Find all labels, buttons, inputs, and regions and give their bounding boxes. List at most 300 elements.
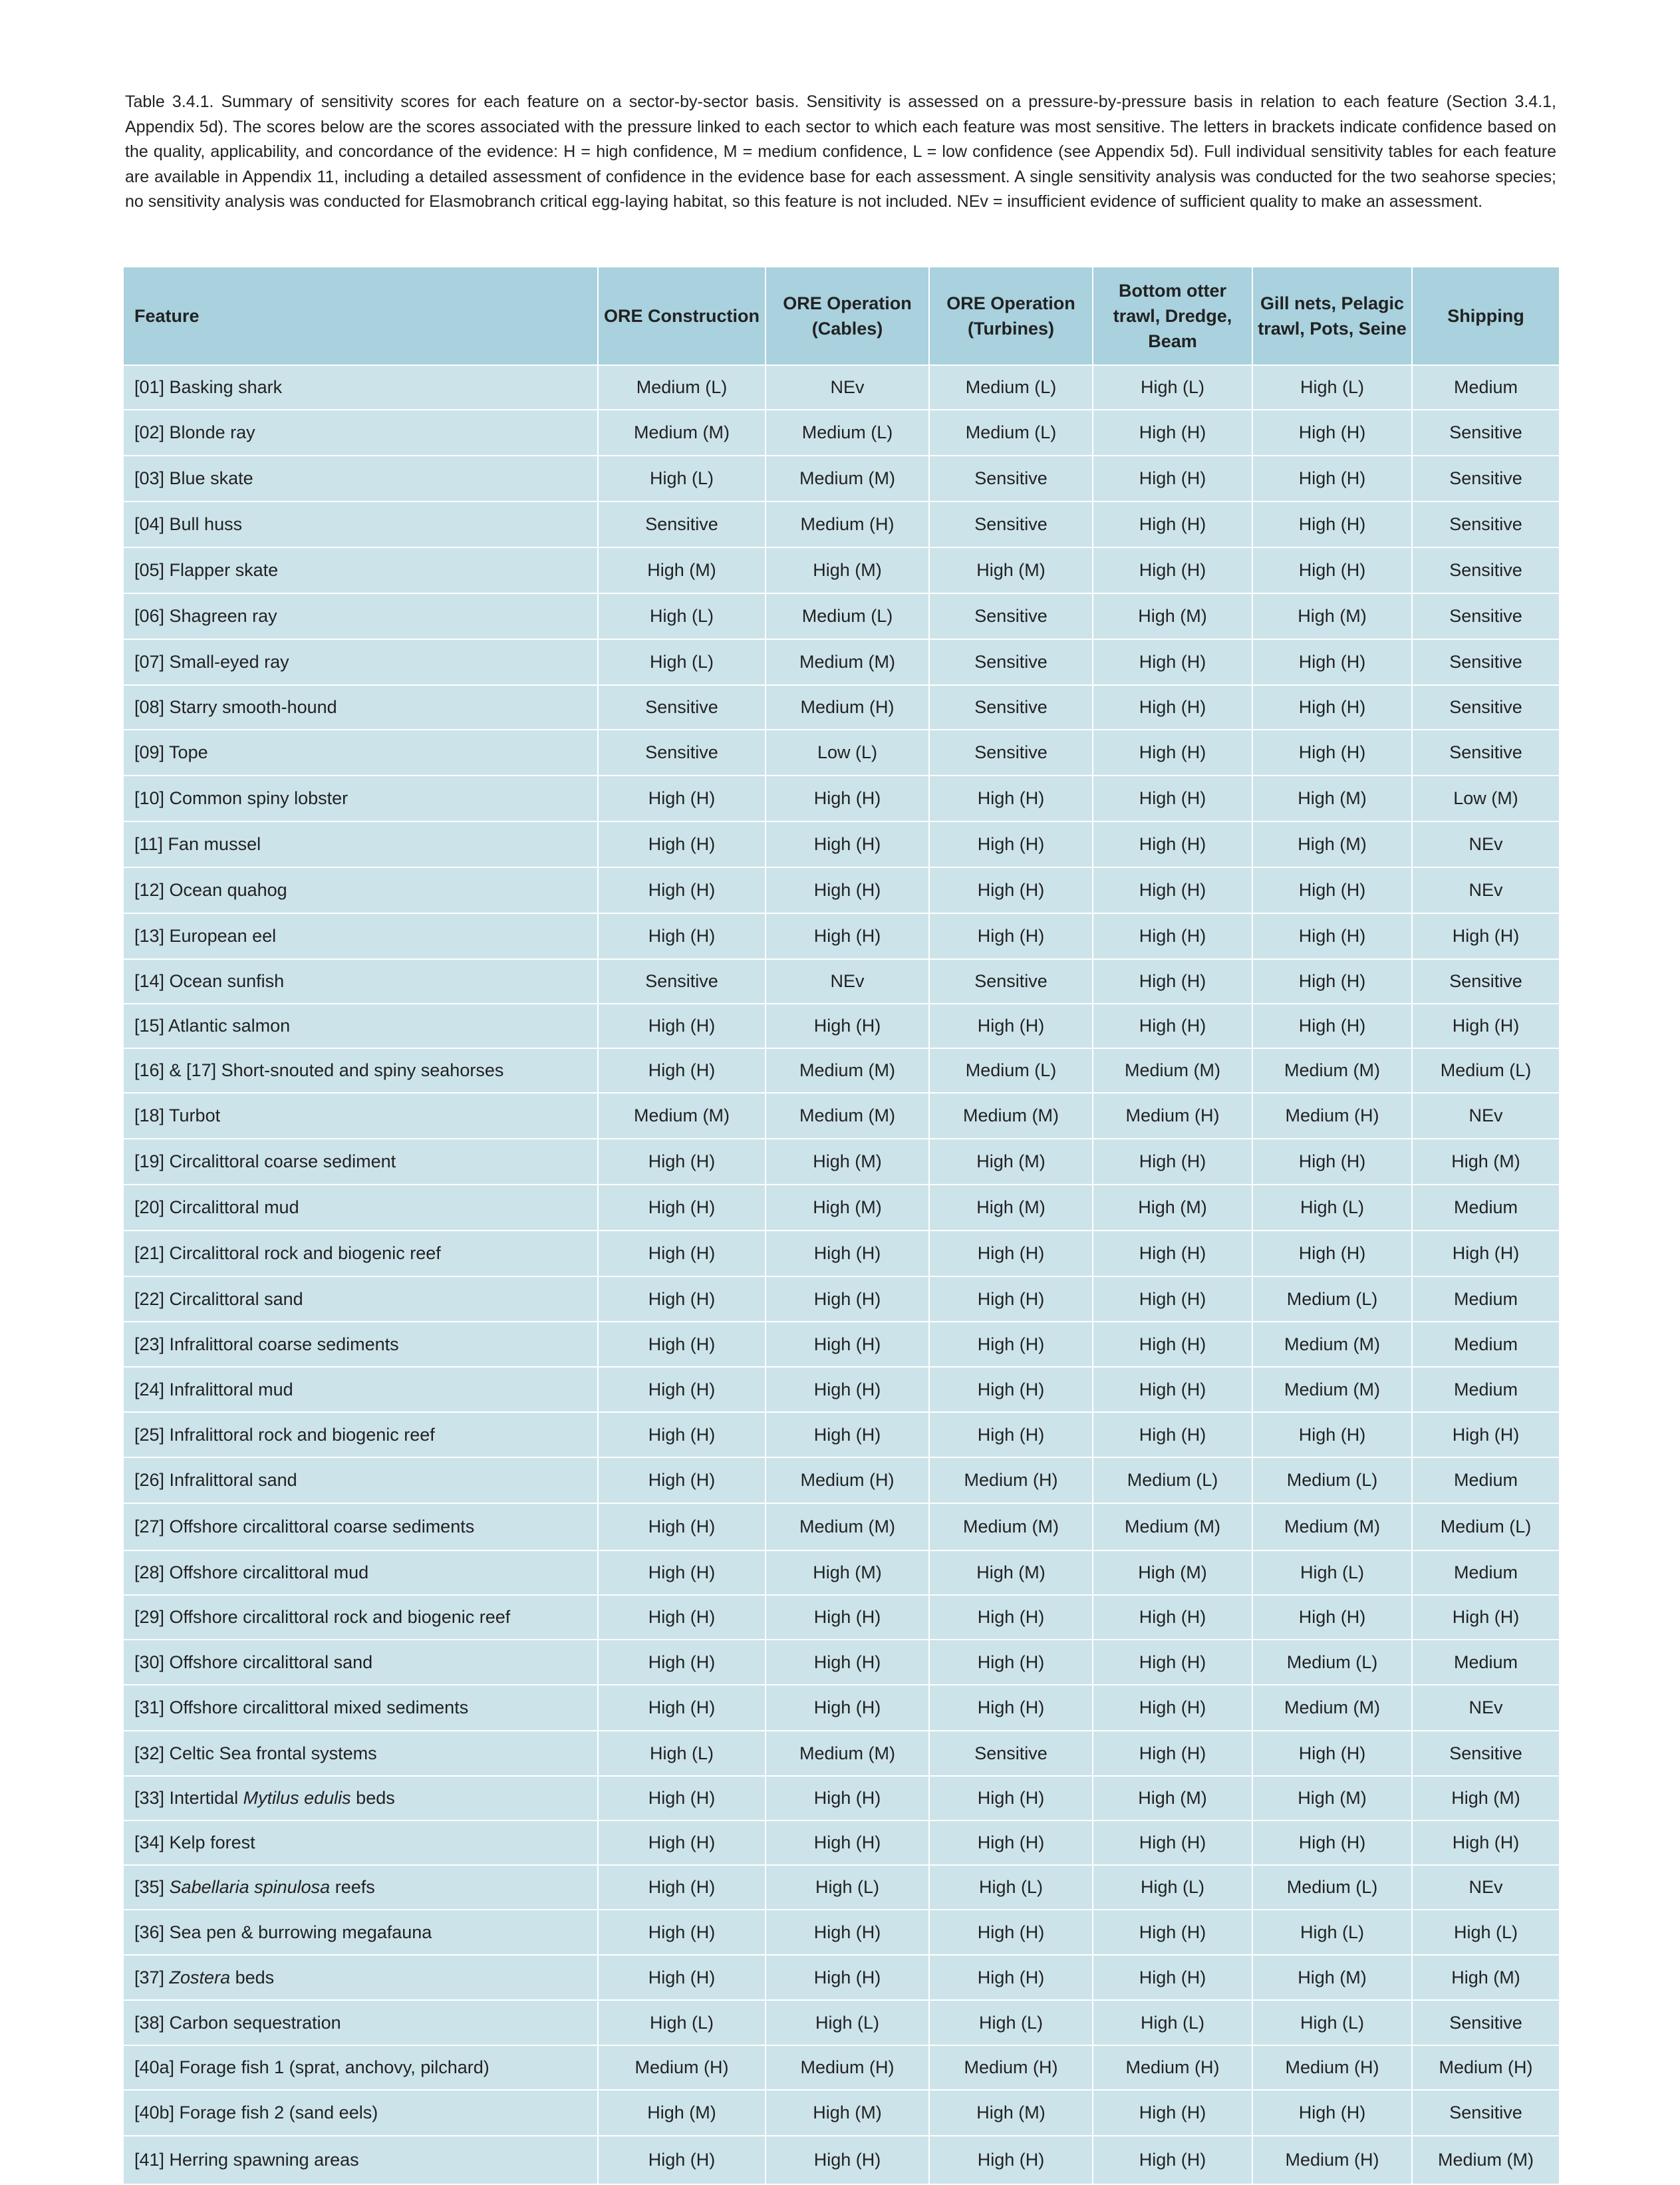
table-row [124,913,1559,959]
score-cell: Medium (M) [929,1093,1093,1139]
score-cell: High (H) [1093,410,1252,456]
feature-text: [35] [134,1877,170,1897]
score-cell: Sensitive [929,593,1093,639]
score-cell: Sensitive [929,502,1093,547]
score-cell: High (H) [598,1821,766,1865]
score-cell: High (H) [766,1776,929,1821]
score-cell: High (M) [1252,821,1412,867]
score-cell: High (M) [929,2090,1093,2136]
score-cell: High (H) [766,1821,929,1865]
score-cell: High (H) [1093,1412,1252,1457]
score-cell: High (M) [1093,1776,1252,1821]
score-cell: High (L) [598,639,766,685]
feature-cell: [02] Blonde ray [124,410,598,456]
score-cell: Sensitive [1412,730,1559,776]
score-cell: Medium (H) [1412,2045,1559,2090]
score-cell: High (L) [929,2000,1093,2045]
header-feature: Feature [124,267,598,365]
score-cell: High (H) [1093,1231,1252,1276]
header-ore-construction: ORE Construction [598,267,766,365]
score-cell: High (H) [1093,1595,1252,1640]
score-cell: High (H) [598,1004,766,1048]
score-cell: NEv [1412,1685,1559,1731]
score-cell: Medium [1412,1640,1559,1685]
score-cell: Medium (H) [1252,1093,1412,1139]
feature-text: beds [230,1967,275,1987]
score-cell: High (L) [598,456,766,502]
table-row [124,867,1559,913]
feature-cell [124,1776,598,1821]
score-cell: High (H) [598,1322,766,1367]
table-row [124,1276,1559,1322]
score-cell: High (H) [1252,913,1412,959]
score-cell: High (H) [929,1595,1093,1640]
score-cell: High (H) [929,913,1093,959]
score-cell: High (L) [1412,1910,1559,1955]
table-row [124,1367,1559,1412]
feature-cell: [03] Blue skate [124,456,598,502]
table-row [124,821,1559,867]
score-cell: High (H) [1412,1231,1559,1276]
table-row [124,2090,1559,2136]
table-row [124,2000,1559,2045]
score-cell: High (H) [1093,1276,1252,1322]
score-cell: High (H) [929,821,1093,867]
score-cell: High (H) [766,1685,929,1731]
score-cell: High (H) [1093,502,1252,547]
feature-cell: [34] Kelp forest [124,1821,598,1865]
score-cell: High (H) [598,1865,766,1910]
score-cell: High (H) [598,1185,766,1231]
score-cell: High (H) [929,2136,1093,2184]
score-cell: High (H) [929,1955,1093,2000]
score-cell: Medium (M) [766,1048,929,1093]
table-row [124,1955,1559,2000]
table-row [124,502,1559,547]
score-cell: High (H) [766,1276,929,1322]
table-body [124,365,1559,2184]
score-cell: High (H) [598,1503,766,1550]
score-cell: High (H) [1252,1412,1412,1457]
score-cell: Medium (H) [598,2045,766,2090]
feature-cell: [04] Bull huss [124,502,598,547]
score-cell: High (M) [766,547,929,593]
score-cell: High (L) [598,2000,766,2045]
feature-cell: [06] Shagreen ray [124,593,598,639]
score-cell: High (H) [766,776,929,821]
table-row [124,1731,1559,1776]
table-row [124,685,1559,730]
score-cell: High (H) [1252,730,1412,776]
feature-cell: [30] Offshore circalittoral sand [124,1640,598,1685]
header-ore-operation-turbines: ORE Operation (Turbines) [929,267,1093,365]
score-cell: Sensitive [929,959,1093,1004]
table-row [124,1685,1559,1731]
score-cell: Medium (H) [766,502,929,547]
feature-cell: [01] Basking shark [124,365,598,410]
score-cell: High (H) [1093,456,1252,502]
score-cell: Sensitive [929,456,1093,502]
score-cell: Medium (M) [598,410,766,456]
score-cell: High (H) [929,1231,1093,1276]
score-cell: High (H) [598,821,766,867]
score-cell: High (H) [929,867,1093,913]
score-cell: High (M) [1252,1776,1412,1821]
table-row [124,1776,1559,1821]
score-cell: Sensitive [598,730,766,776]
table-row [124,1412,1559,1457]
table-row [124,1231,1559,1276]
feature-cell: [27] Offshore circalittoral coarse sediments [124,1503,598,1550]
score-cell: High (M) [1252,776,1412,821]
score-cell: High (H) [1093,1322,1252,1367]
feature-cell: [24] Infralittoral mud [124,1367,598,1412]
score-cell: High (H) [1093,547,1252,593]
score-cell: High (H) [598,1139,766,1185]
score-cell: High (H) [1093,1139,1252,1185]
table-row [124,456,1559,502]
score-cell: Medium (H) [1093,1093,1252,1139]
score-cell: Medium (H) [929,2045,1093,2090]
score-cell: High (H) [766,2136,929,2184]
score-cell: High (H) [929,1412,1093,1457]
score-cell: High (L) [598,593,766,639]
score-cell: Sensitive [598,502,766,547]
score-cell: High (H) [1093,1004,1252,1048]
score-cell: High (M) [929,547,1093,593]
feature-cell: [18] Turbot [124,1093,598,1139]
score-cell: Medium [1412,365,1559,410]
score-cell: High (H) [929,1322,1093,1367]
score-cell: High (H) [1412,913,1559,959]
score-cell: Medium (L) [1252,1457,1412,1503]
feature-text: Sabellaria spinulosa [169,1877,331,1897]
feature-cell: [38] Carbon sequestration [124,2000,598,2045]
feature-cell: [20] Circalittoral mud [124,1185,598,1231]
score-cell: Medium (L) [766,410,929,456]
score-cell: NEv [1412,1865,1559,1910]
score-cell: High (H) [766,1910,929,1955]
score-cell: Sensitive [1412,2000,1559,2045]
score-cell: High (H) [1252,547,1412,593]
score-cell: Sensitive [1412,410,1559,456]
feature-cell: [08] Starry smooth-hound [124,685,598,730]
table-row [124,2136,1559,2184]
score-cell: High (H) [1093,821,1252,867]
score-cell: Sensitive [929,639,1093,685]
score-cell: High (H) [1093,1910,1252,1955]
score-cell: Sensitive [598,959,766,1004]
score-cell: High (M) [598,547,766,593]
score-cell: High (H) [1412,1412,1559,1457]
score-cell: High (L) [929,1865,1093,1910]
feature-cell: [12] Ocean quahog [124,867,598,913]
sensitivity-table [124,267,1559,2185]
score-cell: High (H) [1252,1595,1412,1640]
feature-cell: [23] Infralittoral coarse sediments [124,1322,598,1367]
score-cell: High (H) [1252,1731,1412,1776]
score-cell: High (H) [598,1595,766,1640]
score-cell: Medium (M) [766,1093,929,1139]
score-cell: High (M) [1412,1776,1559,1821]
score-cell: High (M) [766,1550,929,1595]
feature-cell: [11] Fan mussel [124,821,598,867]
score-cell: High (H) [1252,1004,1412,1048]
score-cell: High (L) [1093,2000,1252,2045]
table-row [124,1004,1559,1048]
score-cell: High (H) [929,1004,1093,1048]
score-cell: Medium (L) [766,593,929,639]
feature-text: [33] Intertidal [134,1788,243,1808]
score-cell: High (H) [929,1367,1093,1412]
score-cell: Medium (H) [766,685,929,730]
score-cell: High (H) [929,1776,1093,1821]
score-cell: NEv [1412,867,1559,913]
feature-cell: [16] & [17] Short-snouted and spiny seahorses [124,1048,598,1093]
score-cell: High (M) [1412,1139,1559,1185]
score-cell: High (H) [1252,1821,1412,1865]
score-cell: High (M) [1252,1955,1412,2000]
table-row [124,959,1559,1004]
feature-text: Mytilus edulis [243,1788,351,1808]
score-cell: Sensitive [1412,456,1559,502]
score-cell: High (H) [598,1910,766,1955]
score-cell: Sensitive [1412,959,1559,1004]
table-row [124,1640,1559,1685]
table-row [124,1503,1559,1550]
table-row [124,639,1559,685]
score-cell: High (L) [1252,1550,1412,1595]
feature-cell: [32] Celtic Sea frontal systems [124,1731,598,1776]
score-cell: High (L) [1093,365,1252,410]
score-cell: Sensitive [929,730,1093,776]
table-row [124,410,1559,456]
feature-cell: [14] Ocean sunfish [124,959,598,1004]
score-cell: High (L) [1252,1910,1412,1955]
score-cell: High (H) [1093,2136,1252,2184]
score-cell: High (H) [766,1004,929,1048]
score-cell: High (H) [1093,867,1252,913]
score-cell: Sensitive [929,685,1093,730]
score-cell: High (H) [1252,2090,1412,2136]
score-cell: High (H) [598,1685,766,1731]
score-cell: Medium (M) [766,456,929,502]
score-cell: High (H) [598,1955,766,2000]
score-cell: High (H) [598,867,766,913]
table-row [124,1910,1559,1955]
table-row [124,1322,1559,1367]
score-cell: High (M) [929,1550,1093,1595]
score-cell: High (H) [1093,639,1252,685]
score-cell: Low (M) [1412,776,1559,821]
score-cell: Medium [1412,1457,1559,1503]
score-cell: Medium (H) [1252,2045,1412,2090]
table-header-row [124,267,1559,365]
score-cell: High (L) [766,2000,929,2045]
table-row [124,1048,1559,1093]
score-cell: High (H) [1252,639,1412,685]
score-cell: High (H) [1093,776,1252,821]
score-cell: High (H) [766,821,929,867]
score-cell: Medium (M) [1252,1503,1412,1550]
feature-cell: [21] Circalittoral rock and biogenic reef [124,1231,598,1276]
score-cell: High (M) [598,2090,766,2136]
feature-cell [124,1955,598,2000]
score-cell: Medium [1412,1367,1559,1412]
table-row [124,365,1559,410]
score-cell: High (H) [1093,2090,1252,2136]
table-row [124,730,1559,776]
score-cell: Medium (H) [929,1457,1093,1503]
score-cell: Medium (H) [766,2045,929,2090]
score-cell: Medium (H) [1252,2136,1412,2184]
score-cell: Medium (L) [1093,1457,1252,1503]
table-row [124,2045,1559,2090]
score-cell: High (H) [1252,410,1412,456]
feature-cell: [29] Offshore circalittoral rock and biogenic reef [124,1595,598,1640]
score-cell: Medium (M) [1412,2136,1559,2184]
score-cell: Medium (M) [1252,1322,1412,1367]
score-cell: High (H) [1093,1731,1252,1776]
score-cell: NEv [766,959,929,1004]
feature-cell: [31] Offshore circalittoral mixed sediments [124,1685,598,1731]
score-cell: High (H) [1252,502,1412,547]
score-cell: High (M) [1252,593,1412,639]
score-cell: High (H) [1093,1821,1252,1865]
score-cell: Medium [1412,1550,1559,1595]
score-cell: High (H) [1412,1595,1559,1640]
score-cell: High (H) [766,913,929,959]
score-cell: High (H) [598,1412,766,1457]
score-cell: High (H) [1093,1955,1252,2000]
score-cell: High (H) [929,1276,1093,1322]
table-caption: Table 3.4.1. Summary of sensitivity scores for each feature on a sector-by-sector basis. Sensitivity is assessed on a pressure-by-pressure basis in relation to each feature (Section 3.4.1, Appendix 5d). The scores below are the scores associated with the pressure linked to each sector to which each feature was most sensitive. The letters in brackets indicate confidence based on the quality, applicability, and concordance of the evidence: H = high confidence, M = medium confidence, L = low confidence (see Appendix 5d). Full individual sensitivity tables for each feature are available in Appendix 11, including a detailed assessment of confidence in the evidence base for each assessment. A single sensitivity analysis was conducted for the two seahorse species; no sensitivity analysis was conducted for Elasmobranch critical egg-laying habitat, so this feature is not included. NEv = insufficient evidence of sufficient quality to make an assessment. [125,92,1556,211]
score-cell: High (H) [1412,1004,1559,1048]
score-cell: High (H) [598,1048,766,1093]
score-cell: Medium [1412,1276,1559,1322]
score-cell: Sensitive [1412,593,1559,639]
score-cell: Sensitive [1412,547,1559,593]
score-cell: High (M) [1093,593,1252,639]
score-cell: High (H) [766,1231,929,1276]
score-cell: High (L) [1252,2000,1412,2045]
table-row [124,1821,1559,1865]
score-cell: High (H) [1252,867,1412,913]
score-cell: Medium (M) [1093,1048,1252,1093]
score-cell: High (H) [1093,959,1252,1004]
table-row [124,1139,1559,1185]
score-cell: High (M) [1412,1955,1559,2000]
score-cell: Medium (L) [929,1048,1093,1093]
feature-cell: [25] Infralittoral rock and biogenic reef [124,1412,598,1457]
score-cell: High (H) [1252,1231,1412,1276]
score-cell: NEv [1412,821,1559,867]
score-cell: Medium (L) [1412,1048,1559,1093]
score-cell: Sensitive [598,685,766,730]
score-cell: High (M) [766,1139,929,1185]
feature-cell: [10] Common spiny lobster [124,776,598,821]
score-cell: High (H) [598,913,766,959]
score-cell: High (H) [598,1640,766,1685]
score-cell: High (H) [598,1776,766,1821]
feature-cell: [07] Small-eyed ray [124,639,598,685]
score-cell: High (M) [766,1185,929,1231]
table-row [124,547,1559,593]
score-cell: Medium (M) [1093,1503,1252,1550]
score-cell: Medium (M) [929,1503,1093,1550]
score-cell: Medium (M) [1252,1367,1412,1412]
score-cell: Medium (L) [929,365,1093,410]
score-cell: High (H) [929,1685,1093,1731]
score-cell: High (H) [1252,1139,1412,1185]
score-cell: Sensitive [1412,2090,1559,2136]
score-cell: High (H) [1252,685,1412,730]
score-cell: High (H) [1252,959,1412,1004]
score-cell: High (H) [929,776,1093,821]
score-cell: High (H) [598,1231,766,1276]
score-cell: High (H) [1093,730,1252,776]
feature-text: [37] [134,1967,170,1987]
feature-cell: [19] Circalittoral coarse sediment [124,1139,598,1185]
feature-text: reefs [330,1877,375,1897]
score-cell: Medium (L) [1412,1503,1559,1550]
score-cell: NEv [766,365,929,410]
score-cell: Medium (L) [1252,1640,1412,1685]
table-row [124,1595,1559,1640]
score-cell: High (M) [929,1185,1093,1231]
score-cell: High (M) [929,1139,1093,1185]
score-cell: High (H) [766,1412,929,1457]
score-cell: High (M) [1093,1550,1252,1595]
score-cell: High (H) [929,1910,1093,1955]
score-cell: High (H) [1412,1821,1559,1865]
score-cell: Sensitive [929,1731,1093,1776]
score-cell: High (H) [1093,685,1252,730]
score-cell: Sensitive [1412,502,1559,547]
score-cell: Sensitive [1412,685,1559,730]
score-cell: High (M) [1093,1185,1252,1231]
score-cell: High (H) [766,1322,929,1367]
header-ore-operation-cables: ORE Operation (Cables) [766,267,929,365]
feature-cell: [28] Offshore circalittoral mud [124,1550,598,1595]
feature-cell: [22] Circalittoral sand [124,1276,598,1322]
score-cell: Medium (M) [598,1093,766,1139]
feature-cell: [13] European eel [124,913,598,959]
score-cell: Medium (H) [1093,2045,1252,2090]
score-cell: Medium (M) [766,1503,929,1550]
score-cell: Medium (L) [1252,1865,1412,1910]
feature-cell [124,1865,598,1910]
score-cell: High (H) [929,1640,1093,1685]
score-cell: High (H) [1093,1640,1252,1685]
score-cell: Low (L) [766,730,929,776]
score-cell: High (H) [598,2136,766,2184]
score-cell: Medium [1412,1185,1559,1231]
score-cell: High (L) [1093,1865,1252,1910]
score-cell: High (H) [598,776,766,821]
score-cell: Medium [1412,1322,1559,1367]
table-row [124,1185,1559,1231]
score-cell: High (H) [1093,1367,1252,1412]
score-cell: Medium (M) [1252,1048,1412,1093]
header-gill-nets: Gill nets, Pelagic trawl, Pots, Seine [1252,267,1412,365]
score-cell: High (H) [1093,1685,1252,1731]
score-cell: High (H) [766,1955,929,2000]
table-row [124,776,1559,821]
feature-cell: [41] Herring spawning areas [124,2136,598,2184]
score-cell: Medium (L) [929,410,1093,456]
score-cell: High (L) [1252,1185,1412,1231]
